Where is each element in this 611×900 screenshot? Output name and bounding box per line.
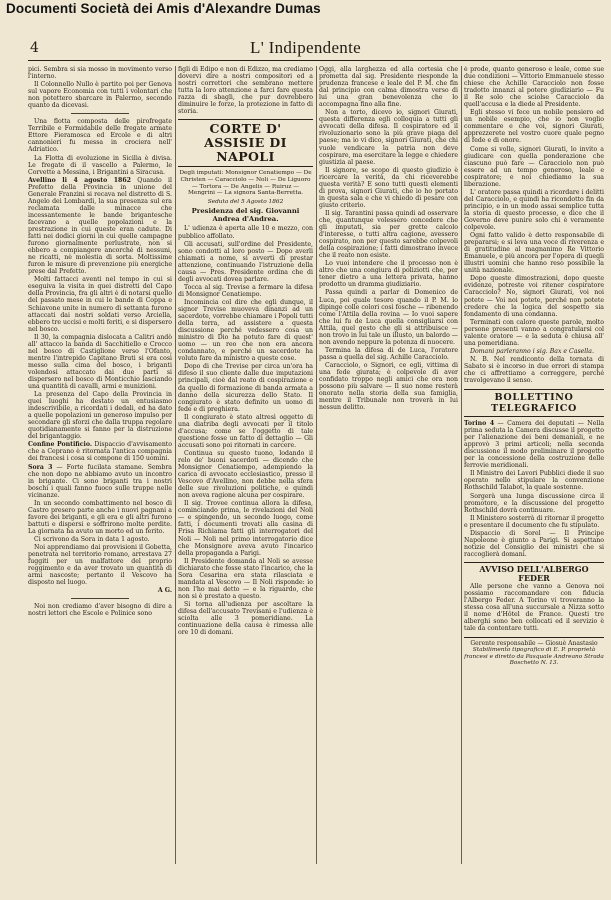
paragraph: Tocca al sig. Trevise a fermare la difesa di Monsignor Cenatiempo. xyxy=(178,283,313,298)
section-heading: Avellino li 4 agosto 1862 xyxy=(28,176,131,184)
paragraph: Terminati con calore queste parole, molto persone presenti vanno a congratularsi col valente oratore — e la seduta è chiusa all' una pomeridiana. xyxy=(464,318,604,347)
corte-assise-title: CORTE D' ASSISIE DI NAPOLI xyxy=(178,119,313,167)
gerente-line: Gerente responsabile — Giosuè Anastasio xyxy=(464,637,604,647)
presidenza: Presidenza del sig. Giovanni Andrea d'Andrea. xyxy=(191,207,300,223)
paragraph: Il Colonnello Nullo è partito poi per Genova sul vapore Economia con tutti i volontari che non potettero sbarcare in Palermo, secondo quanto da dicevasi. xyxy=(28,81,172,110)
printer-imprint: Stabilimento tipografico di E. P. proprietà francesi e diretto da Pasquale Andreano Strada Boschetto N. 13. xyxy=(464,647,604,667)
paragraph: Termina la difesa di de Luca, l'oratore passa a quella del sig. Achille Caracciolo. xyxy=(319,346,458,361)
paragraph: Incomincia col dire che egli dunque, il signor Trevise muoveva dinanzi ad un sacerdote, vorrebbe chiamare i Popoli tutti della terra, ad assistere a questa discussione perché vedessero cosa un ministro di Dio ha potuto fare di quest' uomo — un reo che non era ancora condannato, e perché un sacerdote ha voluto fare da ministro a queste cose. xyxy=(178,298,313,363)
paragraph: figli di Edipo e non di Edizzo, ma crediamo dovervi dire a nostri compositori ed a nostri correttori che sembrano mettere tutta la loro attenzione a farci fare questa razza di sbagli, che pur dovrebbero diminuire le forze, la protezione in fatto di storia. xyxy=(178,66,313,116)
paragraph: Ogni fatto valido è detto responsabile di prepararsi; e si leva una voce di riverenza e di gratitudine al magnanimo Re Vittorio Emanuele, e più ancora per l'opera di quegli illustri uomini che hanno reso possibile la unità nazionale. xyxy=(464,232,604,275)
paragraph: Quando il Prefetto della Provincia in unione del Generale Franzini si recava nel distretto di S. Angelo dei Lombardi, la sua presenza sul era reclamata dalle minacce che incessantemente le bande brigantesche facevano a quelle popolazioni e la prestrazione in cui queste eran cadute. Di fatti nei dodici giorni in cui quelle campagne furono giornalmente perlustrate, non si ebbero a compiangere ancorché di nessuni, ne ricatti, nè molestia di sorta. Moltissime furon le misure di prevenzione più energiche prese dal Prefetto. xyxy=(28,176,172,276)
paragraph: Molti fattacci aventi nel tempo in cui si eseguiva la visita in quei distretti del Capo della Provincia, fra gli altri è di notarsi quello del passato mese in cui le bande di Coppa e Schiavone unite in numero di settanta furono attaccati dai nostri soldati verso Arciella, ebbero tre uccisi e molti feriti, e si dispersero nel bosco. xyxy=(28,276,172,333)
column-divider xyxy=(461,66,462,864)
section-heading: Torino 4 xyxy=(464,420,495,428)
paragraph: Oggi, alla larghezza ed alla cortesia che prometta dal sig. Presidente riesponde la prudenza francese e leale del P. M. che fin dal principio con calma dimostra verso di lui una gran benevolenza che lo accompagna fino alla fine. xyxy=(319,66,458,109)
paragraph: Alle persone che vanno a Genova noi possiamo raccomandare con fiducia l'Albergo Feder. A Torino vi troveranno la stessa cosa all'una succursale a Nizza sotto il nome d'Hôtel de France. Questi tre alberghi sono ben collocati ed il servizio è tale da contentare tutti. xyxy=(464,582,604,633)
masthead: L' Indipendente xyxy=(250,38,361,57)
column-divider xyxy=(316,66,317,864)
paragraph: Egli stesso vi fece un nobile pensiero ed un nobile esempio, che io non voglio commentare e che voi, signori Giurati, apprezzerete nel vostro cuore quale pegno di fede e di onore. xyxy=(464,109,604,145)
paragraph: Dopo queste dimostrazioni, dopo queste evidenze, potreste voi ritener cospiratore Caracciolo? No, signori Giurati, voi noi potete — Voi noi potete, perché non potete credere che la logica del sospetto sia fondamento di una condanna. xyxy=(464,275,604,318)
paragraph: Il sig. Tarantini passa quindi ad osservare che, quantunque volessero concedere che gli imputati, sia per grette calcolo d'interesse, o tutti altra cagione, avessero cospirato, non per questo sarebbe colpevoli della cospirazione; i fatti dimostrano invece che il reato non esiste. xyxy=(319,209,458,260)
paragraph: Il Ministro dei Lavori Pubblici diede il suo operato nello stipulare la convenzione Rothschild Talabot, la quale sostenne. xyxy=(464,470,604,492)
section-heading: Sora 3 xyxy=(28,463,53,471)
paragraph: Il Presidente domanda al Noli se avesse dichiarato che fosse stato l'incarico, che la Sora Cesarina era stata rilasciata e mandata al Vescovo — Il Noli risponde: io non l'ho mai detto — e la riguardo, che non si è prestato a questo. xyxy=(178,557,313,600)
paragraph: Il congiurato è stato altresì oggetto di una diatriba degli avvocati per il titolo d'accusa; come se l'oggetto di tale questione fosse un fatto di dettaglio — Gli accusati sono poi ritornati in carcere. xyxy=(178,413,313,449)
paragraph: Non a torto, dicevo io, signori Giurati, questa differenza egli colloquia a tutti gli avvocati della difesa. Il cospiratore ed il rivoluzionario sono la più grave piaga del paese; ma io vi dico, signori Giurati, che chi vuole vendicare la patria non deve cospirare, ma esercitare la legge e chiedere giustizia al paese. xyxy=(319,109,458,166)
paragraph: Come si volle, signori Giurati, lo invito a giudicare con quella ponderazione che ciascuno può fare — Caracciolo non può essere ad un tempo generoso, leale e cospiratore; e noi chiediamo la sua liberazione. xyxy=(464,145,604,188)
paragraph: Dopo di che Trevise per circa un'ora ha difeso il suo cliente dalle due imputazioni principali, cioè dal reato di cospirazione e da quello di formazione di banda armata a danno della sicurezza dello Stato. Il congiurato è stato definito un uomo di fede e di preghiera. xyxy=(178,363,313,413)
section-heading: Confine Pontificio. xyxy=(28,441,93,449)
paragraph: Il Ministero sosterrà di ritornar il progetto e presentare il documento che fu stipulato. xyxy=(464,514,604,529)
signature: A G. xyxy=(157,587,172,595)
paragraph: Camera dei deputati — Nella prima seduta la Camera discusse il progetto per l'alienazione dei beni demaniali, e ne approvò 3 primi articoli; nella seconda discussione il modo preliminare il progetto per la concessione della costruzione delle ferrovie meridionali. xyxy=(464,420,604,470)
paragraph: Noi apprendiamo dai provvisioni il Gobetta, penetrata nel territorio romano, arrestava 27 fuggiti per un malfattore del proprio reggimento e da aver trovato un quantità di armi nascoste; pertanto il Vescovo ha disposto nel luogo. xyxy=(28,544,172,587)
bollettino-telegrafico-title: BOLLETTINO TELEGRAFICO xyxy=(464,389,604,417)
paragraph: L' oratore passa quindi a ricordare i delitti del Caracciolo, e quindi ha ricondotto fin da principio, e in un modo assai semplice tutta la storia di questo processo, e dice che il Governo deve punire solo chi è veramente colpevole. xyxy=(464,188,604,232)
paragraph: Il signore, se scopo di questo giudizio è ricercare la verità, da chi riceverebbe questa verità? E sono tutti questi elementi di prova, signori Giurati, che io ho portato in questa sala e che vi chiedo di pesare con giusto criterio. xyxy=(319,166,458,209)
paragraph: Noi non crediamo d'aver bisogno di dire a nostri lettori che Escole e Polinice sono xyxy=(28,603,172,618)
column-3 xyxy=(319,66,458,864)
paragraph: pici. Sembra si sia mosso in movimento verso l'interno. xyxy=(28,66,172,81)
paragraph: Una flotta composta delle pirofregate Terribile e Formidabile delle fregate armate Ettore Fieramosca ed Ercole e di altri cannonieri fu messa in crociera nell' Adriatico. xyxy=(28,118,172,154)
paragraph: In un secondo combattimento nel bosco di Castro presero parte anche i nuovi pagnani a favore dei briganti, e gli era e gli altri furono battuti e dispersi e soffrirono molte perdite. La giornata ha avuto un morto ed un ferito. xyxy=(28,499,172,535)
column-1: pici. Sembra si sia mosso in movimento verso l'interno. Il Colonnello Nullo è partito poi per Genova sul vapore Economia con tutti i volontari che non potettero sbarcare in Palermo, secondo quanto da dicevasi. Una flotta composta delle pirofregate Terribile e Formidabile delle fregate armate Ettore Fieramosca ed Ercole e di altri cannonieri fu messa in crociera nell' Adriatico. La Flotta di evoluzione in Sicilia è divisa. Le fregate di il vascello a Palermo, le Corvette a Messina, i Brigantini a Siracusa. Avellino li 4 agosto 1862 Quando il Prefetto della Provincia in unione del Generale Franzini si recava nel distretto di S. Angelo dei Lombardi, la sua presenza sul era reclamata dalle minacce che incessantemente le bande brigantesche facevano a quelle popolazioni e la prestrazione in cui queste eran cadute. Di fatti nei dodici giorni in cui quelle campagne furono giornalmente perlustrate, non si ebbero a compiangere ancorché di nessuni, ne ricatti, nè molestia di sorta. Moltissime furon le misure di prevenzione più energiche prese dal Prefetto. Molti fattacci aventi nel tempo in cui si eseguiva la visita in quei distretti del Capo della Provincia, fra gli altri è di notarsi quello del passato mese in cui le bande di Coppa e Schiavone unite in numero di settanta furono attaccati dai nostri soldati verso Arciella, ebbero tre uccisi e molti feriti, e si dispersero nel bosco. Il 30, la compagnia dislocata a Calitri andò all' attacco la banda di Sacchitiello e Crocco nel bosco di Castiglione verso l'Ofanto, mentre l'intrepido Capitano Bruti si era così messo sulla cima del bosco, i briganti volendosi attaccato dai due parti si dispersero nel bosco di Monticchio lasciando una quantità di cavalli, armi e munizioni. La presenza del Capo della Provincia in quei luoghi ha destato un entusiasmo indescrivibile, a ricordati i dedali, ed ha dato a quelle popolazioni un generoso impulso per secondare gli sforzi che dalla truppa regolare quotidianamente si fanno per la distruzione del brigantaggio. Confine Pontificio. Dispaccio d'avvisamento che a Ceprano è ritornata l'antica compagnia dei francesi i cosa si compone di 150 uomini. Sora 3 — Forte fucilata stamane. Sembra che non dopo ne abbiamo avuto un incontro in brigante. Ci sono briganti tra i nostri boschi i quali fanno fuoco sulle truppe nelle vicinanze. In un secondo combattimento nel bosco di Castro presero parte anche i nuovi pagnani a favore dei briganti, e gli era e gli altri furono battuti e dispersi e soffrirono molte perdite. La giornata ha avuto un morto ed un ferito. Ci scrivono da Sora in data 1 agosto. Noi apprendiamo dai provvisioni il Gobetta, penetrata nel territorio romano, arrestava 27 fuggiti per un malfattore del proprio reggimento e da aver trovato un quantità di armi nascoste; pertanto il Vescovo ha disposto nel luogo. A G. Noi non crediamo d'aver bisogno di dire a nostri lettori che Escole e Polinice sono xyxy=(28,66,172,618)
separator xyxy=(71,598,129,599)
paragraph: N. B. Nel rendiconto della tornata di Sabato si è incorso in due errori di stampa che ci affrettiamo a correggere, perché travolgevano il senso. xyxy=(464,355,604,385)
paragraph: Ci scrivono da Sora in data 1 agosto. xyxy=(34,536,150,543)
paragraph: Caracciolo, o Signori, ce egli, vittima di una fede giurata; è colpevole di aver confidato troppo negli amici che ora non possono più salvare — Il suo nome resterà onorato nella storia della sua famiglia, mentre il Tribunale non troverà in lui nessun delitto. xyxy=(319,361,458,412)
paragraph: La presenza del Capo della Provincia in quei luoghi ha destato un entusiasmo indescrivibile, a ricordati i dedali, ed ha dato a quelle popolazioni un generoso impulso per secondare gli sforzi che dalla truppa regolare quotidianamente si fanno per la distruzione del brigantaggio. xyxy=(28,391,172,441)
corte-accused-list: Degli imputati: Monsignor Cenatiempo — De Christen — Caracciolo — Noli — De Liguoro — Tortora — De Angelis — Ruiruz — Mengrini — La signora Santa-Berretta. xyxy=(179,170,312,197)
paragraph: è prode, quanto generoso e leale, come sue due condizioni — Vittorio Emmanuele stesso chiese che Achille Caracciolo non fosse tradotto innanzi al potere giudiziario — Fu il Re solo che sciolse Caracciolo da quell'accusa e la diede al Presidente. xyxy=(464,66,604,109)
corte-session-date: Seduta del 5 Agosto 1862 xyxy=(207,198,284,205)
separator xyxy=(71,113,129,114)
advert-title: AVVISO DELL'ALBERGO FEDER xyxy=(464,562,604,583)
column-divider xyxy=(175,66,176,864)
paragraph: Domani parleranno i sig. Bax e Casella. xyxy=(470,347,594,355)
paragraph: Il 30, la compagnia dislocata a Calitri andò all' attacco la banda di Sacchitiello e Crocco nel bosco di Castiglione verso l'Ofanto, mentre l'intrepido Capitano Bruti si era così messo sulla cima del bosco, i briganti volendosi attaccato dai due parti si dispersero nel bosco di Monticchio lasciando una quantità di cavalli, armi e munizioni. xyxy=(28,333,172,391)
paragraph: Il sig. Trovee continua allora la difesa, cominciando prima, le rivelazioni del Noli — e spingendo, un secondo luogo, come fatti, i documenti trovati alla casina di Frisa Richiama fatti gli interrogatori del Noli — Noli nel primo interrogatorio dice che Monsignore aveva avuto l'incarico della propaganda a Parigi. xyxy=(178,500,313,557)
column-2 xyxy=(178,66,313,864)
paragraph: Si torna all'udienza per ascoltare la difesa dell'accusato Trevisani e l'udienza è sciolta alle 3 pomeridiane. La continuazione della causa è rimessa alle ore 10 di domani. xyxy=(178,600,313,637)
watermark: Documenti Società dei Amis d'Alexandre Dumas xyxy=(6,1,321,16)
paragraph: Continua su questo tuono, lodando il relo de' buoni sacerdoti — dicendo che Monsignor Cenatiempo, adempiendo la carica di avvocato ecclesiastico, presso il Vescovo d'Avellino, non debbe nella sfera delle sue rivoluzioni politiche, e quindi non aveva ragione alcuna per cospirare. xyxy=(178,449,313,500)
masthead-rule xyxy=(28,60,601,61)
paragraph: Dispaccio di Sorel — Il Principe Napoleone è giunto a Parigi. Si aspettano notizie del Consiglio dei ministri che si raccoglierà domani. xyxy=(464,529,604,558)
paragraph: Lo vuoi intendere che il processo non è altro che una congiura di poliziotti che, per tener dietro a una lettera privata, hanno prodotto un dramma giudiziario. xyxy=(319,260,458,289)
paragraph: L' udienza è aperta alle 10 e mezzo, con pubblico affollato. xyxy=(178,225,313,240)
paragraph: Gli accusati, sull'ordine del Presidente, sono condotti al loro posto — Dopo averli chiamati a nome, si avvertì di prestar attenzione, continuando l'istruzione della causa — Pres. Presidente ordina che di degli avvocati dovea parlare. xyxy=(178,240,313,283)
paragraph: La Flotta di evoluzione in Sicilia è divisa. Le fregate di il vascello a Palermo, le Corvette a Messina, i Brigantini a Siracusa. xyxy=(28,154,172,176)
page-number: 4 xyxy=(30,40,39,56)
column-4: è prode, quanto generoso e leale, come sue due condizioni — Vittorio Emmanuele stesso chiese che Achille Caracciolo non fosse tradotto innanzi al potere giudiziario — Fu il Re solo che sciolse Caracciolo da quell'accusa e la diede al Presidente. Egli stesso vi fece un nobile pensiero ed un nobile esempio, che io non voglio commentare e che voi, signori Giurati, apprezzerete nel vostro cuore quale pegno di fede e di onore. Come si volle, signori Giurati, lo invito a giudicare con quella ponderazione che ciascuno può fare — Caracciolo non può essere ad un tempo generoso, leale e cospiratore; e noi chiediamo la sua liberazione. L' oratore passa quindi a ricordare i delitti del Caracciolo, e quindi ha ricondotto fin da principio, e in un modo assai semplice tutta la storia di questo processo, e dice che il Governo deve punire solo chi è veramente colpevole. Ogni fatto valido è detto responsabile di prepararsi; e si leva una voce di riverenza e di gratitudine al magnanimo Re Vittorio Emanuele, e più ancora per l'opera di quegli illustri uomini che hanno reso possibile la unità nazionale. Dopo queste dimostrazioni, dopo queste evidenze, potreste voi ritener cospiratore Caracciolo? No, signori Giurati, voi noi potete — Voi noi potete, perché non potete credere che la logica del sospetto sia fondamento di una condanna. Terminati con calore queste parole, molto persone presenti vanno a congratularsi col valente oratore — e la seduta è chiusa all' una pomeridiana. Domani parleranno i sig. Bax e Casella. N. B. Nel rendiconto della tornata di Sabato si è incorso in due errori di stampa che ci affrettiamo a correggere, perché travolgevano il senso. BOLLETTINO TELEGRAFICO Torino 4 — Camera dei deputati — Nella prima seduta la Camera discusse il progetto per l'alienazione dei beni demaniali, e ne approvò 3 primi articoli; nella seconda discussione il modo preliminare il progetto per la concessione della costruzione delle ferrovie meridionali. Il Ministro dei Lavori Pubblici diede il suo operato nello stipulare la convenzione Rothschild Talabot, la quale sostenne. Sorgerà una lunga discussione circa il promotore, e la discussione del progetto Rothschild dovrà continuare. Il Ministero sosterrà di ritornar il progetto e presentare il documento che fu stipulato. Dispaccio di Sorel — Il Principe Napoleone è giunto a Parigi. Si aspettano notizie del Consiglio dei ministri che si raccoglierà domani. AVVISO DELL'ALBERGO FEDER Alle persone che vanno a Genova noi possiamo raccomandare con fiducia l'Albergo Feder. A Torino vi troveranno la stessa cosa all'una succursale a Nizza sotto il nome d'Hôtel de France. Questi tre alberghi sono ben collocati ed il servizio è tale da contentare tutti. Gerente responsabile — Giosuè Anastasio Stabilimento tipografico di E. P. proprietà francesi e diretto da Pasquale Andreano Strada Boschetto N. 13. xyxy=(464,66,604,667)
paragraph: Passa quindi a parlar di Domenico de Luca, poi quale tesoro quando il P. M. lo dipinge colle colori così fosche — ribenendo come l'Attila della rovina — Io vuoi sapere che lui fu de Luca quella consigliarsi con Attila, quel gesto che gli si attribuisce — non trovo in lui tale un illusto, un balordo — non avendo neppure la potenza di nuocere. xyxy=(319,289,458,346)
paragraph: Dispaccio d'avvisamento che a Ceprano è ritornata l'antica compagnia dei francesi i cosa si compone di 150 uomini. xyxy=(28,441,172,463)
paragraph: Sorgerà una lunga discussione circa il promotore, e la discussione del progetto Rothschild dovrà continuare. xyxy=(464,492,604,514)
paragraph: Forte fucilata stamane. Sembra che non dopo ne abbiamo avuto un incontro in brigante. Ci sono briganti tra i nostri boschi i quali fanno fuoco sulle truppe nelle vicinanze. xyxy=(28,463,172,499)
